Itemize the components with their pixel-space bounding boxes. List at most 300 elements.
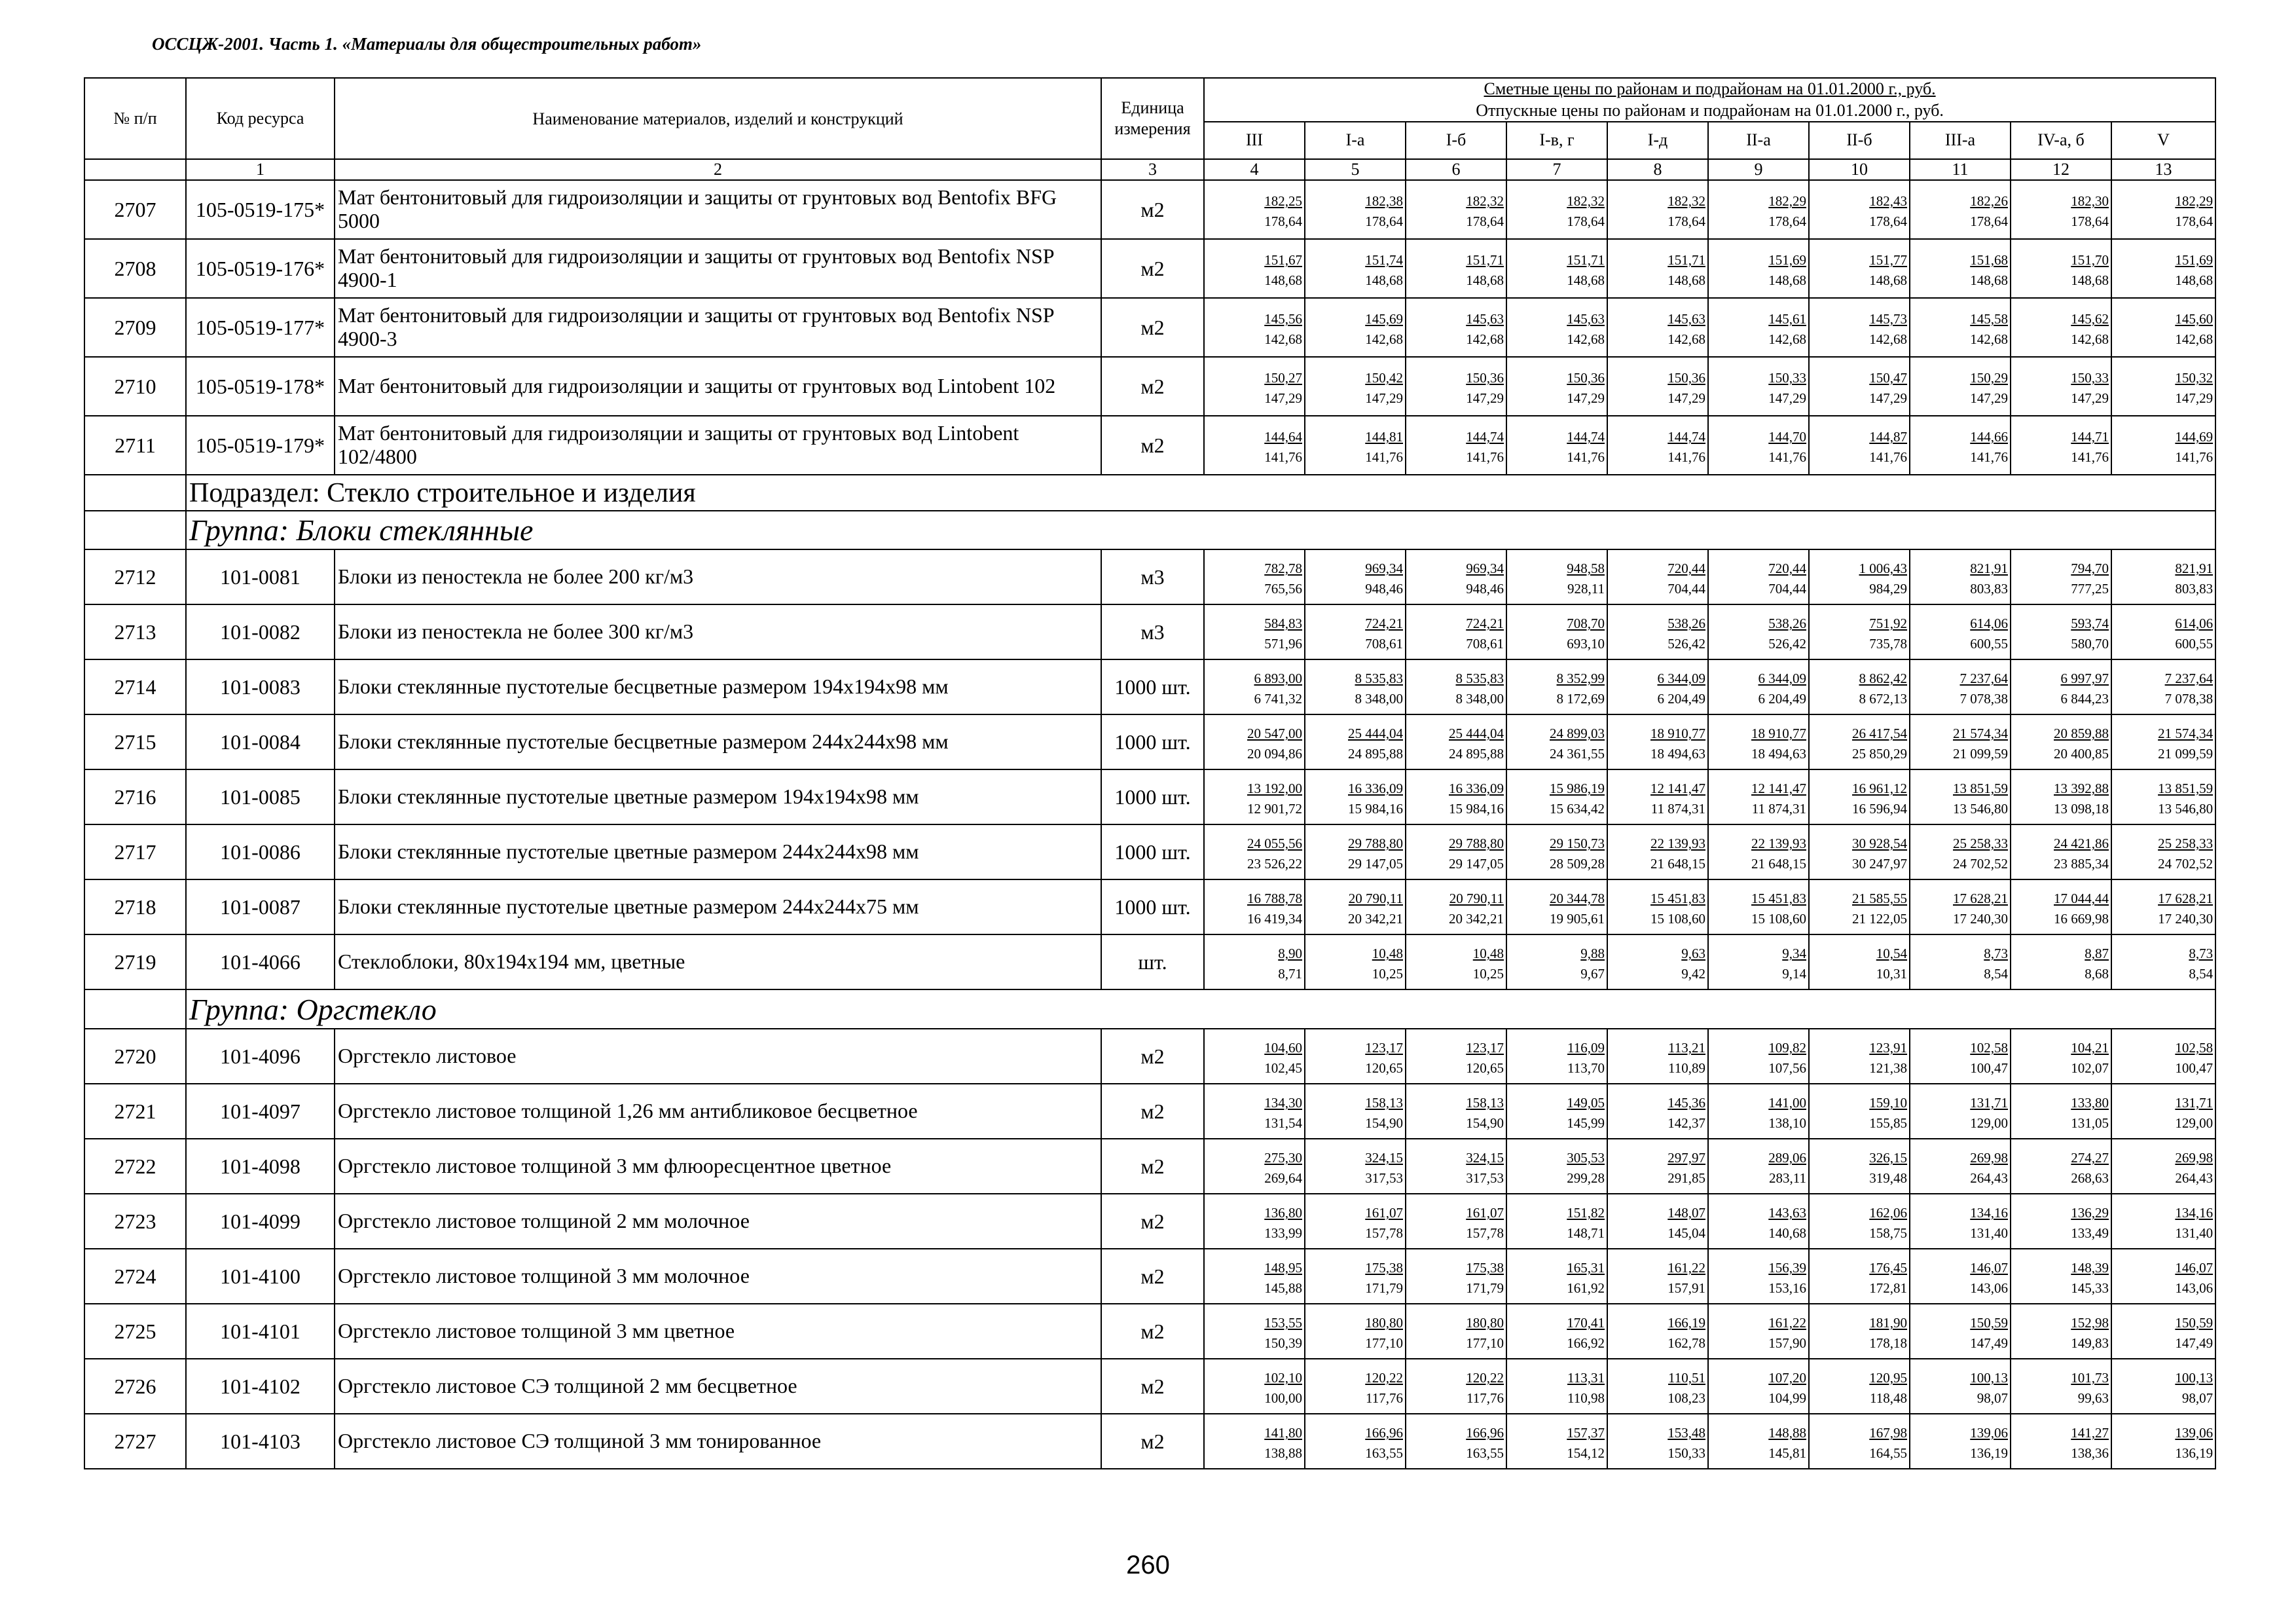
estimate-price: 20 344,78 bbox=[1550, 891, 1605, 906]
release-price: 21 099,59 bbox=[1953, 746, 2008, 762]
price-cell bbox=[2111, 714, 2215, 769]
release-price: 24 361,55 bbox=[1550, 746, 1605, 762]
header-prices bbox=[1204, 78, 2215, 122]
price-cell bbox=[1305, 1359, 1406, 1414]
estimate-price: 8 535,83 bbox=[1455, 671, 1504, 686]
release-price: 120,65 bbox=[1365, 1060, 1403, 1076]
price-cell bbox=[1204, 659, 1305, 714]
price-cell bbox=[1607, 1194, 1708, 1249]
estimate-price: 969,34 bbox=[1365, 561, 1403, 576]
resource-code: 101-4103 bbox=[186, 1414, 335, 1469]
release-price: 317,53 bbox=[1466, 1170, 1504, 1186]
estimate-price: 150,36 bbox=[1567, 370, 1605, 386]
estimate-price: 144,74 bbox=[1466, 429, 1504, 445]
price-cell bbox=[1406, 1414, 1506, 1469]
material-name: Оргстекло листовое толщиной 3 мм молочное bbox=[335, 1249, 1101, 1304]
price-cell bbox=[1406, 604, 1506, 659]
header-region: II-б bbox=[1809, 122, 1910, 159]
price-cell bbox=[2111, 298, 2215, 357]
price-cell bbox=[2111, 180, 2215, 239]
estimate-price: 24 899,03 bbox=[1550, 726, 1605, 741]
estimate-price: 113,21 bbox=[1668, 1040, 1705, 1056]
estimate-price: 116,09 bbox=[1567, 1040, 1605, 1056]
release-price: 10,31 bbox=[1876, 966, 1907, 982]
release-price: 23 885,34 bbox=[2054, 856, 2109, 872]
release-price: 148,68 bbox=[1869, 272, 1907, 288]
estimate-price: 170,41 bbox=[1567, 1315, 1605, 1331]
release-price: 141,76 bbox=[2071, 449, 2109, 465]
price-cell bbox=[1305, 1029, 1406, 1084]
estimate-price: 145,60 bbox=[2175, 311, 2214, 327]
material-name: Блоки стеклянные пустотелые бесцветные размером 244х244х98 мм bbox=[335, 714, 1101, 769]
row-number: 2714 bbox=[84, 659, 186, 714]
estimate-price: 821,91 bbox=[1970, 561, 2008, 576]
unit: м2 bbox=[1101, 357, 1204, 416]
release-price: 157,90 bbox=[1768, 1335, 1806, 1351]
release-price: 148,68 bbox=[1466, 272, 1504, 288]
unit: м3 bbox=[1101, 604, 1204, 659]
estimate-price: 289,06 bbox=[1768, 1150, 1806, 1166]
release-price: 178,64 bbox=[1970, 213, 2008, 229]
estimate-price: 120,22 bbox=[1365, 1370, 1403, 1386]
price-cell bbox=[1204, 1029, 1305, 1084]
price-cell bbox=[1406, 180, 1506, 239]
price-cell bbox=[1305, 357, 1406, 416]
estimate-price: 180,80 bbox=[1466, 1315, 1504, 1331]
price-cell bbox=[2111, 549, 2215, 604]
release-price: 141,76 bbox=[2175, 449, 2214, 465]
table-row bbox=[84, 1084, 2215, 1139]
release-price: 102,45 bbox=[1264, 1060, 1302, 1076]
price-cell bbox=[1607, 1414, 1708, 1469]
price-cell bbox=[1708, 298, 1809, 357]
estimate-price: 724,21 bbox=[1466, 616, 1504, 631]
price-cell bbox=[1506, 1249, 1607, 1304]
row-number: 2722 bbox=[84, 1139, 186, 1194]
column-number: 9 bbox=[1708, 159, 1809, 180]
release-price: 147,49 bbox=[2175, 1335, 2214, 1351]
price-cell bbox=[2011, 659, 2111, 714]
release-price: 8,54 bbox=[2189, 966, 2214, 982]
estimate-price: 134,16 bbox=[1970, 1205, 2008, 1221]
row-number: 2718 bbox=[84, 879, 186, 934]
release-price: 704,44 bbox=[1768, 581, 1806, 597]
release-price: 141,76 bbox=[1869, 449, 1907, 465]
estimate-price: 175,38 bbox=[1365, 1260, 1403, 1276]
price-cell bbox=[2011, 1359, 2111, 1414]
estimate-price: 182,26 bbox=[1970, 193, 2008, 209]
estimate-price: 13 192,00 bbox=[1247, 781, 1302, 796]
price-cell bbox=[1708, 180, 1809, 239]
release-price: 142,68 bbox=[1667, 331, 1705, 347]
estimate-price: 158,13 bbox=[1466, 1095, 1504, 1111]
estimate-price: 8,90 bbox=[1278, 946, 1302, 961]
release-price: 110,89 bbox=[1668, 1060, 1705, 1076]
material-name: Оргстекло листовое толщиной 3 мм флюоресцентное цветное bbox=[335, 1139, 1101, 1194]
estimate-price: 8,87 bbox=[2085, 946, 2109, 961]
material-name: Блоки стеклянные пустотелые цветные размером 194х194х98 мм bbox=[335, 769, 1101, 824]
price-cell bbox=[1607, 1304, 1708, 1359]
material-name: Оргстекло листовое толщиной 3 мм цветное bbox=[335, 1304, 1101, 1359]
price-cell bbox=[1708, 416, 1809, 475]
price-cell bbox=[1607, 549, 1708, 604]
header-num: № п/п bbox=[84, 78, 186, 159]
release-price: 8 672,13 bbox=[1859, 691, 1907, 707]
price-cell bbox=[2111, 824, 2215, 879]
release-price: 23 526,22 bbox=[1247, 856, 1302, 872]
estimate-price: 25 444,04 bbox=[1449, 726, 1504, 741]
release-price: 155,85 bbox=[1869, 1115, 1907, 1131]
price-cell bbox=[1406, 1194, 1506, 1249]
price-cell bbox=[1204, 180, 1305, 239]
material-name: Оргстекло листовое толщиной 1,26 мм антибликовое бесцветное bbox=[335, 1084, 1101, 1139]
estimate-price: 150,33 bbox=[1768, 370, 1806, 386]
release-price: 178,64 bbox=[1365, 213, 1403, 229]
estimate-price: 156,39 bbox=[1768, 1260, 1806, 1276]
estimate-price: 151,68 bbox=[1970, 252, 2008, 268]
unit: м2 bbox=[1101, 1304, 1204, 1359]
row-number: 2726 bbox=[84, 1359, 186, 1414]
release-price: 178,18 bbox=[1869, 1335, 1907, 1351]
table-row bbox=[84, 879, 2215, 934]
release-price: 98,07 bbox=[2181, 1390, 2214, 1406]
row-number: 2716 bbox=[84, 769, 186, 824]
estimate-price: 10,48 bbox=[1372, 946, 1403, 961]
price-cell bbox=[1305, 298, 1406, 357]
price-cell bbox=[1204, 1249, 1305, 1304]
resource-code: 105-0519-178* bbox=[186, 357, 335, 416]
unit: 1000 шт. bbox=[1101, 879, 1204, 934]
estimate-price: 26 417,54 bbox=[1852, 726, 1907, 741]
release-price: 171,79 bbox=[1466, 1280, 1504, 1296]
release-price: 600,55 bbox=[1970, 636, 2008, 652]
estimate-price: 141,00 bbox=[1768, 1095, 1806, 1111]
release-price: 13 098,18 bbox=[2054, 801, 2109, 817]
release-price: 129,00 bbox=[2175, 1115, 2214, 1131]
header-region: III-а bbox=[1910, 122, 2011, 159]
header-prices-estimate: Сметные цены по районам и подрайонам на 01.01.2000 г., руб. bbox=[1484, 79, 1936, 98]
release-price: 708,61 bbox=[1466, 636, 1504, 652]
column-number: 5 bbox=[1305, 159, 1406, 180]
estimate-price: 8 352,99 bbox=[1556, 671, 1605, 686]
estimate-price: 326,15 bbox=[1869, 1150, 1907, 1166]
resource-code: 105-0519-176* bbox=[186, 239, 335, 298]
unit: м3 bbox=[1101, 549, 1204, 604]
estimate-price: 1 006,43 bbox=[1859, 561, 1907, 576]
release-price: 143,06 bbox=[1970, 1280, 2008, 1296]
estimate-price: 151,82 bbox=[1567, 1205, 1605, 1221]
release-price: 147,29 bbox=[1869, 390, 1907, 406]
estimate-price: 22 139,93 bbox=[1751, 836, 1806, 851]
estimate-price: 21 574,34 bbox=[2158, 726, 2214, 741]
price-cell bbox=[1708, 1359, 1809, 1414]
estimate-price: 145,62 bbox=[2071, 311, 2109, 327]
release-price: 16 669,98 bbox=[2054, 911, 2109, 927]
material-name: Блоки стеклянные пустотелые цветные размером 244х244х98 мм bbox=[335, 824, 1101, 879]
release-price: 148,68 bbox=[1970, 272, 2008, 288]
release-price: 283,11 bbox=[1769, 1170, 1806, 1186]
release-price: 100,47 bbox=[2175, 1060, 2214, 1076]
estimate-price: 8,73 bbox=[1984, 946, 2008, 961]
price-cell bbox=[1708, 1249, 1809, 1304]
table-row bbox=[84, 1414, 2215, 1469]
price-cell bbox=[2111, 1249, 2215, 1304]
price-cell bbox=[1506, 934, 1607, 989]
column-number: 6 bbox=[1406, 159, 1506, 180]
price-cell bbox=[1506, 879, 1607, 934]
estimate-price: 538,26 bbox=[1667, 616, 1705, 631]
column-number: 10 bbox=[1809, 159, 1910, 180]
estimate-price: 10,54 bbox=[1876, 946, 1907, 961]
estimate-price: 7 237,64 bbox=[1959, 671, 2008, 686]
price-cell bbox=[1809, 769, 1910, 824]
estimate-price: 110,51 bbox=[1668, 1370, 1705, 1386]
release-price: 147,29 bbox=[2175, 390, 2214, 406]
estimate-price: 182,32 bbox=[1667, 193, 1705, 209]
price-cell bbox=[2011, 879, 2111, 934]
unit: 1000 шт. bbox=[1101, 769, 1204, 824]
estimate-price: 324,15 bbox=[1466, 1150, 1504, 1166]
release-price: 153,16 bbox=[1768, 1280, 1806, 1296]
release-price: 8,71 bbox=[1278, 966, 1302, 982]
estimate-price: 720,44 bbox=[1768, 561, 1806, 576]
price-cell bbox=[1708, 1194, 1809, 1249]
price-cell bbox=[1607, 1249, 1708, 1304]
price-cell bbox=[1708, 1084, 1809, 1139]
estimate-price: 145,58 bbox=[1970, 311, 2008, 327]
subsection-title-row bbox=[84, 475, 2215, 511]
estimate-price: 13 851,59 bbox=[2158, 781, 2214, 796]
price-cell bbox=[1910, 180, 2011, 239]
price-cell bbox=[1305, 934, 1406, 989]
estimate-price: 151,71 bbox=[1667, 252, 1705, 268]
price-cell bbox=[1204, 1084, 1305, 1139]
unit: м2 bbox=[1101, 180, 1204, 239]
row-number: 2720 bbox=[84, 1029, 186, 1084]
release-price: 140,68 bbox=[1768, 1225, 1806, 1241]
release-price: 138,10 bbox=[1768, 1115, 1806, 1131]
price-cell bbox=[1607, 1139, 1708, 1194]
table-row bbox=[84, 1304, 2215, 1359]
price-cell bbox=[1910, 298, 2011, 357]
release-price: 11 874,31 bbox=[1650, 801, 1705, 817]
release-price: 107,56 bbox=[1768, 1060, 1806, 1076]
price-cell bbox=[1506, 769, 1607, 824]
price-cell bbox=[2011, 416, 2111, 475]
header-region: I-в, г bbox=[1506, 122, 1607, 159]
estimate-price: 25 258,33 bbox=[1953, 836, 2008, 851]
release-price: 600,55 bbox=[2175, 636, 2214, 652]
row-number: 2727 bbox=[84, 1414, 186, 1469]
release-price: 19 905,61 bbox=[1550, 911, 1605, 927]
price-cell bbox=[2011, 239, 2111, 298]
estimate-price: 181,90 bbox=[1869, 1315, 1907, 1331]
estimate-price: 133,80 bbox=[2071, 1095, 2109, 1111]
estimate-price: 131,71 bbox=[2175, 1095, 2214, 1111]
column-number: 4 bbox=[1204, 159, 1305, 180]
estimate-price: 145,61 bbox=[1768, 311, 1806, 327]
release-price: 291,85 bbox=[1667, 1170, 1705, 1186]
release-price: 133,99 bbox=[1264, 1225, 1302, 1241]
material-name: Стеклоблоки, 80х194х194 мм, цветные bbox=[335, 934, 1101, 989]
release-price: 149,83 bbox=[2071, 1335, 2109, 1351]
estimate-price: 182,25 bbox=[1264, 193, 1302, 209]
row-number: 2719 bbox=[84, 934, 186, 989]
release-price: 147,29 bbox=[1970, 390, 2008, 406]
price-cell bbox=[1204, 298, 1305, 357]
estimate-price: 144,74 bbox=[1567, 429, 1605, 445]
price-cell bbox=[2011, 1304, 2111, 1359]
estimate-price: 144,71 bbox=[2071, 429, 2109, 445]
empty-cell bbox=[84, 989, 186, 1029]
estimate-price: 141,80 bbox=[1264, 1425, 1302, 1441]
estimate-price: 136,29 bbox=[2071, 1205, 2109, 1221]
column-number: 12 bbox=[2011, 159, 2111, 180]
release-price: 178,64 bbox=[1567, 213, 1605, 229]
price-cell bbox=[1204, 1359, 1305, 1414]
release-price: 142,68 bbox=[1567, 331, 1605, 347]
price-cell bbox=[2111, 357, 2215, 416]
estimate-price: 18 910,77 bbox=[1650, 726, 1705, 741]
price-cell bbox=[2111, 1084, 2215, 1139]
estimate-price: 274,27 bbox=[2071, 1150, 2109, 1166]
estimate-price: 614,06 bbox=[1970, 616, 2008, 631]
estimate-price: 150,33 bbox=[2071, 370, 2109, 386]
estimate-price: 969,34 bbox=[1466, 561, 1504, 576]
estimate-price: 166,96 bbox=[1365, 1425, 1403, 1441]
release-price: 6 204,49 bbox=[1657, 691, 1705, 707]
resource-code: 101-0083 bbox=[186, 659, 335, 714]
price-cell bbox=[1809, 180, 1910, 239]
release-price: 9,14 bbox=[1782, 966, 1806, 982]
estimate-price: 151,71 bbox=[1466, 252, 1504, 268]
release-price: 154,90 bbox=[1466, 1115, 1504, 1131]
estimate-price: 151,69 bbox=[1768, 252, 1806, 268]
release-price: 20 400,85 bbox=[2054, 746, 2109, 762]
estimate-price: 12 141,47 bbox=[1650, 781, 1705, 796]
estimate-price: 166,19 bbox=[1667, 1315, 1705, 1331]
price-cell bbox=[1305, 604, 1406, 659]
estimate-price: 182,30 bbox=[2071, 193, 2109, 209]
release-price: 526,42 bbox=[1667, 636, 1705, 652]
estimate-price: 151,77 bbox=[1869, 252, 1907, 268]
subsection-title: Подраздел: Стекло строительное и изделия bbox=[186, 475, 2215, 511]
release-price: 163,55 bbox=[1365, 1445, 1403, 1461]
estimate-price: 22 139,93 bbox=[1650, 836, 1705, 851]
row-number: 2717 bbox=[84, 824, 186, 879]
release-price: 30 247,97 bbox=[1852, 856, 1907, 872]
price-cell bbox=[2111, 416, 2215, 475]
price-cell bbox=[2011, 604, 2111, 659]
release-price: 138,88 bbox=[1264, 1445, 1302, 1461]
price-cell bbox=[1305, 416, 1406, 475]
release-price: 319,48 bbox=[1869, 1170, 1907, 1186]
price-cell bbox=[2011, 298, 2111, 357]
release-price: 12 901,72 bbox=[1247, 801, 1302, 817]
unit: 1000 шт. bbox=[1101, 824, 1204, 879]
price-cell bbox=[1809, 416, 1910, 475]
release-price: 166,92 bbox=[1567, 1335, 1605, 1351]
release-price: 145,04 bbox=[1667, 1225, 1705, 1241]
price-cell bbox=[1607, 659, 1708, 714]
price-cell bbox=[1607, 714, 1708, 769]
release-price: 150,39 bbox=[1264, 1335, 1302, 1351]
price-cell bbox=[1506, 180, 1607, 239]
price-cell bbox=[1607, 1084, 1708, 1139]
release-price: 136,19 bbox=[1970, 1445, 2008, 1461]
resource-code: 101-4102 bbox=[186, 1359, 335, 1414]
estimate-price: 182,38 bbox=[1365, 193, 1403, 209]
release-price: 15 634,42 bbox=[1550, 801, 1605, 817]
price-cell bbox=[1204, 1304, 1305, 1359]
estimate-price: 136,80 bbox=[1264, 1205, 1302, 1221]
price-cell bbox=[1910, 659, 2011, 714]
estimate-price: 139,06 bbox=[1970, 1425, 2008, 1441]
release-price: 17 240,30 bbox=[1953, 911, 2008, 927]
price-cell bbox=[1910, 714, 2011, 769]
material-name: Оргстекло листовое СЭ толщиной 3 мм тонированное bbox=[335, 1414, 1101, 1469]
empty-cell bbox=[84, 511, 186, 549]
release-price: 142,68 bbox=[1768, 331, 1806, 347]
unit: м2 bbox=[1101, 1084, 1204, 1139]
release-price: 141,76 bbox=[1264, 449, 1302, 465]
estimate-price: 159,10 bbox=[1869, 1095, 1907, 1111]
column-number: 13 bbox=[2111, 159, 2215, 180]
estimate-price: 139,06 bbox=[2175, 1425, 2214, 1441]
price-cell bbox=[2111, 604, 2215, 659]
release-price: 13 546,80 bbox=[1953, 801, 2008, 817]
price-cell bbox=[1406, 934, 1506, 989]
price-cell bbox=[1506, 714, 1607, 769]
estimate-price: 9,34 bbox=[1782, 946, 1806, 961]
release-price: 177,10 bbox=[1466, 1335, 1504, 1351]
release-price: 20 094,86 bbox=[1247, 746, 1302, 762]
estimate-price: 275,30 bbox=[1264, 1150, 1302, 1166]
price-cell bbox=[1809, 1304, 1910, 1359]
estimate-price: 9,63 bbox=[1681, 946, 1705, 961]
header-prices-release: Отпускные цены по районам и подрайонам на 01.01.2000 г., руб. bbox=[1476, 100, 1944, 120]
price-cell bbox=[1406, 357, 1506, 416]
release-price: 136,19 bbox=[2175, 1445, 2214, 1461]
estimate-price: 269,98 bbox=[2175, 1150, 2214, 1166]
resource-code: 105-0519-175* bbox=[186, 180, 335, 239]
material-name: Блоки из пеностекла не более 200 кг/м3 bbox=[335, 549, 1101, 604]
price-cell bbox=[1204, 879, 1305, 934]
table-row bbox=[84, 416, 2215, 475]
group-title: Группа: Блоки стеклянные bbox=[186, 511, 2215, 549]
estimate-price: 751,92 bbox=[1869, 616, 1907, 631]
estimate-price: 148,95 bbox=[1264, 1260, 1302, 1276]
price-cell bbox=[1708, 604, 1809, 659]
release-price: 178,64 bbox=[1667, 213, 1705, 229]
estimate-price: 113,31 bbox=[1567, 1370, 1605, 1386]
release-price: 148,71 bbox=[1567, 1225, 1605, 1241]
release-price: 18 494,63 bbox=[1650, 746, 1705, 762]
header-code: Код ресурса bbox=[186, 78, 335, 159]
release-price: 178,64 bbox=[1466, 213, 1504, 229]
price-cell bbox=[1204, 1139, 1305, 1194]
price-cell bbox=[1204, 549, 1305, 604]
price-cell bbox=[1708, 357, 1809, 416]
price-cell bbox=[1809, 357, 1910, 416]
table-row bbox=[84, 1029, 2215, 1084]
release-price: 148,68 bbox=[1567, 272, 1605, 288]
price-cell bbox=[1809, 659, 1910, 714]
release-price: 161,92 bbox=[1567, 1280, 1605, 1296]
price-cell bbox=[1506, 1029, 1607, 1084]
estimate-price: 158,13 bbox=[1365, 1095, 1403, 1111]
release-price: 113,70 bbox=[1567, 1060, 1605, 1076]
